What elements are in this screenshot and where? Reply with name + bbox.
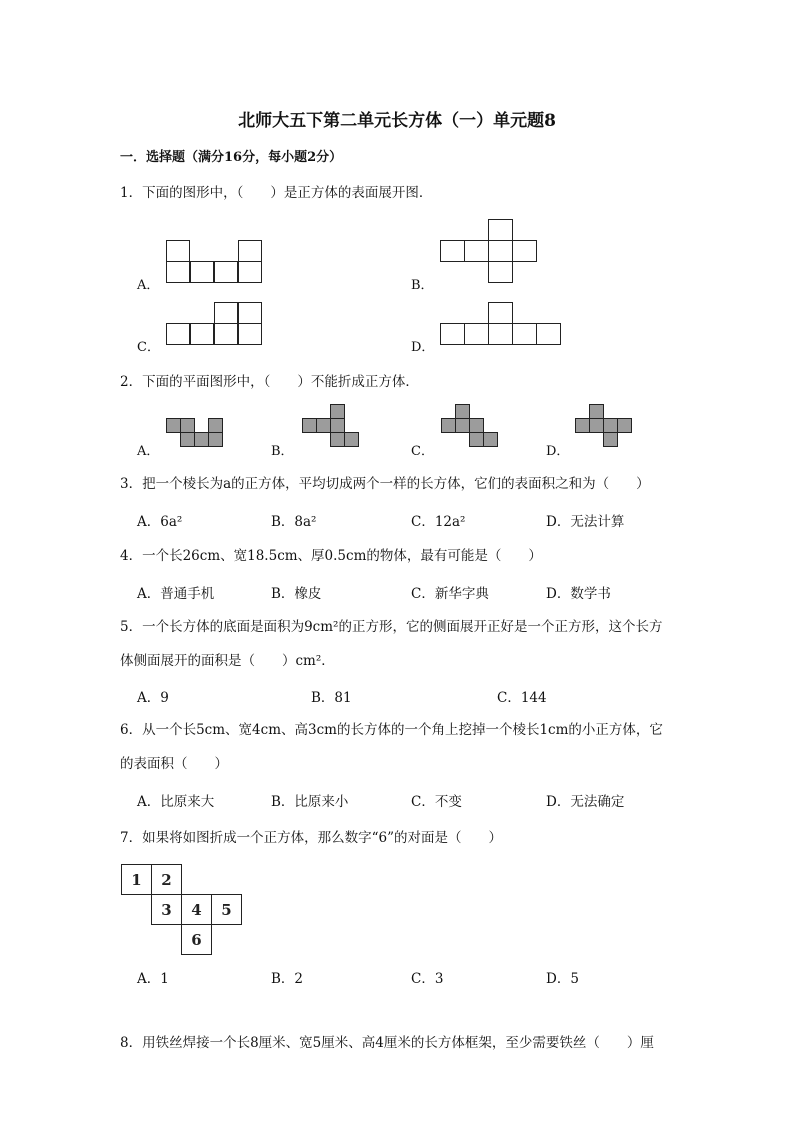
- q3-option-c: C．12a²: [411, 514, 466, 530]
- q1-option-c-label: C．: [137, 340, 160, 355]
- q6-option-d: D．无法确定: [546, 794, 625, 810]
- q4-option-c: C．新华字典: [411, 586, 489, 602]
- net-number-6: 6: [191, 931, 202, 949]
- question-8-text: 8．用铁丝焊接一个长8厘米、宽5厘米、高4厘米的长方体框架，至少需要铁丝（ ）厘: [120, 1035, 654, 1051]
- question-5-line-2: 体侧面展开的面积是（ ）cm²．: [120, 653, 335, 669]
- q7-option-c: C．3: [411, 971, 444, 987]
- q1-option-a-net: [166, 240, 262, 284]
- q1-option-d-net: [440, 302, 561, 346]
- q6-option-a: A．比原来大: [137, 794, 215, 810]
- q2-option-a-label: A．: [137, 444, 160, 459]
- question-5-line-1: 5．一个长方体的底面是面积为9cm²的正方形，它的侧面展开正好是一个正方形，这个长方: [120, 619, 663, 635]
- question-4-text: 4．一个长26cm、宽18.5cm、厚0.5cm的物体，最有可能是（ ）: [120, 548, 542, 564]
- net-number-2: 2: [161, 871, 172, 889]
- net-number-5: 5: [221, 901, 232, 919]
- q2-option-d-label: D．: [546, 444, 570, 459]
- q4-option-b: B．橡皮: [271, 586, 322, 602]
- q1-option-a-label: A．: [137, 278, 160, 293]
- q4-option-d: D．数学书: [546, 586, 611, 602]
- section-heading: 一．选择题（满分16分，每小题2分）: [120, 150, 343, 165]
- q1-option-b-net: [440, 219, 537, 284]
- q2-option-d-net: [575, 404, 633, 448]
- q4-option-a: A．普通手机: [137, 586, 215, 602]
- q5-option-a: A．9: [137, 690, 169, 706]
- q1-option-d-label: D．: [411, 340, 435, 355]
- q2-option-c-net: [441, 404, 499, 448]
- q6-option-b: B．比原来小: [271, 794, 349, 810]
- q1-option-b-label: B．: [411, 278, 434, 293]
- question-6-line-1: 6．从一个长5cm、宽4cm、高3cm的长方体的一个角上挖掉一个棱长1cm的小正方体，它: [120, 722, 663, 738]
- q1-option-c-net: [166, 302, 262, 346]
- q7-cube-net: [121, 864, 245, 956]
- q3-option-a: A．6a²: [137, 514, 183, 530]
- q2-option-b-net: [302, 404, 360, 448]
- q2-option-a-net: [166, 418, 224, 448]
- q2-option-b-label: B．: [271, 444, 294, 459]
- q3-option-d: D．无法计算: [546, 514, 625, 530]
- q2-option-c-label: C．: [411, 444, 434, 459]
- q3-option-b: B．8a²: [271, 514, 317, 530]
- question-2-text: 2．下面的平面图形中，（ ）不能折成正方体．: [120, 374, 419, 390]
- q7-option-b: B．2: [271, 971, 304, 987]
- q5-option-b: B．81: [311, 690, 352, 706]
- page-title: 北师大五下第二单元长方体（一）单元题8: [238, 111, 556, 131]
- question-6-line-2: 的表面积（ ）: [120, 756, 228, 772]
- net-number-1: 1: [131, 871, 142, 889]
- q5-option-c: C．144: [497, 690, 547, 706]
- question-1-text: 1．下面的图形中，（ ）是正方体的表面展开图．: [120, 185, 433, 201]
- net-number-4: 4: [191, 901, 202, 919]
- question-3-text: 3．把一个棱长为a的正方体，平均切成两个一样的长方体，它们的表面积之和为（ ）: [120, 476, 650, 492]
- q7-option-a: A．1: [137, 971, 169, 987]
- q7-option-d: D．5: [546, 971, 579, 987]
- q6-option-c: C．不变: [411, 794, 462, 810]
- net-number-3: 3: [161, 901, 172, 919]
- question-7-text: 7．如果将如图折成一个正方体，那么数字“6”的对面是（ ）: [120, 830, 502, 846]
